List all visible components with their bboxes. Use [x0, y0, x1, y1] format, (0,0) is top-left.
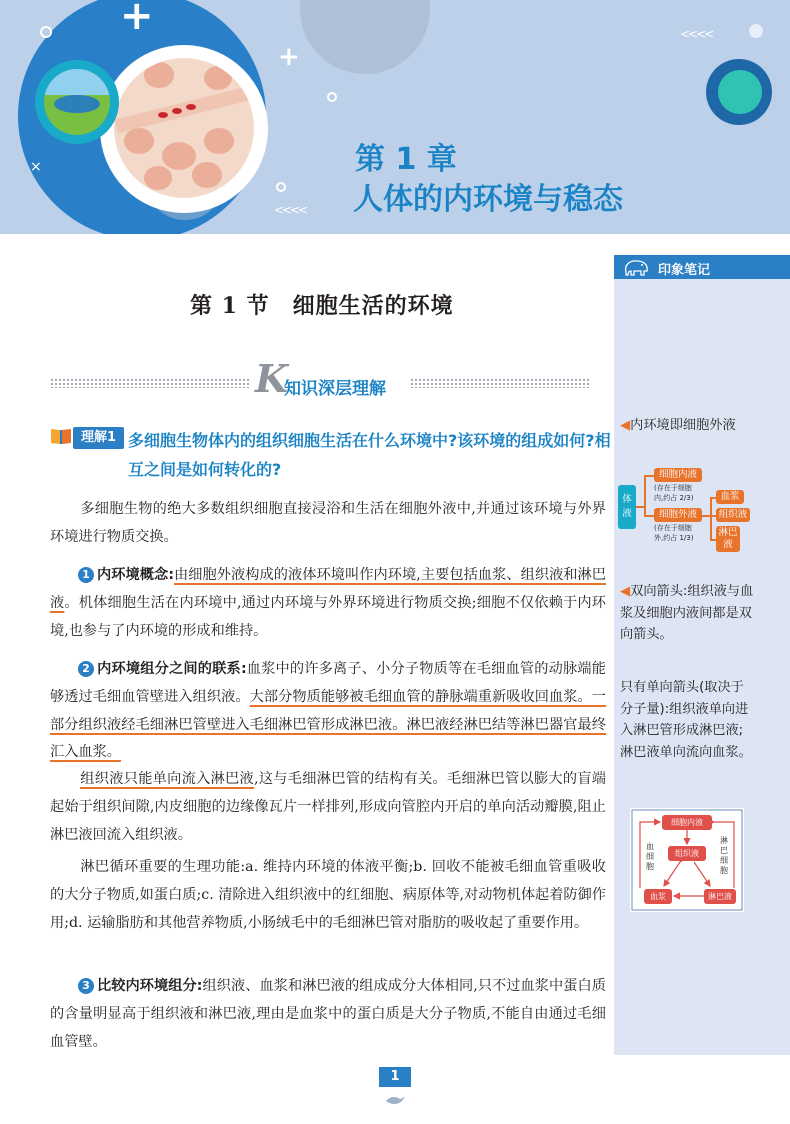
- keyword: 比较内环境组分: [97, 978, 197, 994]
- x-decor-icon: ×: [30, 159, 42, 175]
- decor-circle: [300, 0, 430, 74]
- cell-shape: [192, 162, 222, 188]
- pond-shape: [54, 95, 100, 113]
- question-badge: 理解1: [73, 427, 124, 449]
- section-title: 第 1 节 细胞生活的环境: [190, 293, 454, 319]
- cell-shape: [204, 66, 232, 90]
- compare-paragraph: 3 比较内环境组分:组织液、血浆和淋巴液的组成成分大体相同,只不过血浆中蛋白质的含量明显高于组织液和淋巴液,理由是血浆中的蛋白质是大分子物质,不能自由通过毛细血管壁。: [50, 978, 606, 1050]
- plasma-tag: 血浆: [716, 490, 744, 504]
- intracellular-tag: 细胞内液: [654, 468, 702, 482]
- cycle-right-label: 淋巴细胞: [720, 836, 728, 875]
- connector-line: [644, 515, 654, 517]
- connector-line: [644, 475, 646, 515]
- red-blood-cell-shape: [172, 108, 182, 114]
- k-letter-logo: K: [255, 356, 289, 401]
- cell-shape: [144, 62, 174, 88]
- cell-shape: [144, 166, 172, 190]
- keyword: 内环境概念: [97, 567, 169, 583]
- sidebar-title: 印象笔记: [658, 263, 711, 278]
- cycle-intracellular: 细胞内液: [662, 815, 712, 830]
- body-fluid-diagram: [618, 467, 768, 551]
- sky-shape: [44, 69, 110, 95]
- extracellular-note: 外,约占 1/3): [654, 534, 694, 542]
- intracellular-note: 内,约占 2/3): [654, 494, 694, 502]
- lymph-paragraph: 组织液只能单向流入淋巴液,这与毛细淋巴管的结构有关。毛细淋巴管以膨大的盲端起始于组织间隙,内皮细胞的边缘像瓦片一样排列,形成向管腔内开启的单向活动瓣膜,阻止淋巴液回流入组织液。: [50, 771, 606, 843]
- sidebar-note: 只有单向箭头(取决于分子量):组织液单向进入淋巴管形成淋巴液;淋巴液单向流向血浆。: [620, 680, 752, 760]
- number-badge: 3: [78, 978, 94, 994]
- bird-icon: [384, 1092, 406, 1106]
- number-badge: 1: [78, 567, 94, 583]
- vessel-shape: [115, 81, 254, 133]
- knowledge-bar-label: 知识深层理解: [284, 379, 386, 399]
- cell-shape: [162, 142, 196, 170]
- ring-decor-icon: [276, 182, 286, 192]
- connector-line: [636, 506, 644, 508]
- ring-decor-icon: [327, 92, 337, 102]
- knowledge-bar: [50, 356, 590, 401]
- cell-shape: [204, 128, 234, 154]
- sidebar-note: ◀内环境即细胞外液: [620, 418, 736, 433]
- underlined-text: 组织液只能单向流入淋巴液: [80, 771, 255, 787]
- chapter-title: 人体的内环境与稳态: [353, 182, 623, 217]
- elephant-icon: [622, 257, 652, 277]
- page-number: 1: [379, 1067, 411, 1087]
- extracellular-tag: 细胞外液: [654, 508, 702, 522]
- cell-shape: [124, 128, 154, 154]
- sidebar-note: ◀双向箭头:组织液与血浆及细胞内液间都是双向箭头。: [620, 584, 754, 642]
- dotted-rule: [50, 378, 250, 388]
- plus-decor-icon: +: [120, 0, 154, 39]
- keyword: 内环境组分之间的联系: [97, 661, 241, 677]
- intro-paragraph: 多细胞生物的绝大多数组织细胞直接浸浴和生活在细胞外液中,并通过该环境与外界环境进行物质交换。: [50, 501, 606, 545]
- plus-decor-icon: +: [278, 42, 300, 72]
- chapter-banner: [0, 0, 790, 234]
- decor-circle: [718, 70, 762, 114]
- fluid-cycle-diagram: [630, 808, 744, 912]
- tissue-fluid-tag: 组织液: [716, 508, 750, 522]
- number-badge: 2: [78, 661, 94, 677]
- connector-line: [702, 515, 710, 517]
- red-blood-cell-shape: [158, 112, 168, 118]
- triangle-left-icon: ◀: [620, 584, 631, 599]
- concept-paragraph: 1 内环境概念:由细胞外液构成的液体环境叫作内环境,主要包括血浆、组织液和淋巴液。机体细胞生活在内环境中,通过内环境与外界环境进行物质交换;细胞不仅依赖于内环境,也参与了内环境的形成和维持。: [50, 567, 606, 639]
- connector-line: [644, 475, 654, 477]
- cycle-tissue-fluid: 组织液: [668, 846, 706, 861]
- lymph-tag: 淋巴液: [716, 526, 740, 552]
- book-icon: [50, 427, 72, 445]
- relation-paragraph: 2 内环境组分之间的联系:血浆中的许多离子、小分子物质等在毛细血管的动脉端能够透过毛细血管壁进入组织液。大部分物质能够被毛细血管的静脉端重新吸收回血浆。一部分组织液经毛细淋巴管壁进入毛细淋巴管形成淋巴液。淋巴液经淋巴结等淋巴器官最终汇入血浆。: [50, 661, 606, 761]
- note-sidebar: [614, 255, 790, 1055]
- cycle-plasma: 血浆: [644, 889, 672, 904]
- chevrons-decor-icon: <<<<: [680, 27, 713, 41]
- cycle-left-label: 血细胞: [646, 842, 654, 871]
- red-blood-cell-shape: [186, 104, 196, 110]
- tissue-illustration: [114, 58, 254, 198]
- lymph-function-paragraph: 淋巴循环重要的生理功能:a. 维持内环境的体液平衡;b. 回收不能被毛细血管重吸收的大分子物质,如蛋白质;c. 清除进入组织液中的红细胞、病原体等,对动物机体起着防御作用;d. 运输脂肪和其他营养物质,小肠绒毛中的毛细淋巴管对脂肪的吸收起了重要作用。: [50, 859, 606, 931]
- sidebar-header: [614, 255, 790, 279]
- pond-illustration: [44, 69, 110, 135]
- connector-line: [710, 497, 712, 539]
- extracellular-note: (存在于细胞: [654, 524, 692, 532]
- chevrons-decor-icon: <<<<: [274, 203, 307, 217]
- dotted-rule: [410, 378, 590, 388]
- underlined-text: 由细胞外液构成的液体环境叫作内环境,主要包括血浆、组织液和淋巴液: [50, 567, 606, 611]
- triangle-left-icon: ◀: [620, 418, 631, 433]
- fluid-root-tag: 体液: [618, 485, 636, 529]
- question-text: 多细胞生物体内的组织细胞生活在什么环境中?该环境的组成如何?相互之间是如何转化的?: [128, 431, 611, 479]
- underlined-text: 大部分物质能够被毛细血管的静脉端重新吸收回血浆。一部分组织液经毛细淋巴管壁进入毛细淋巴管形成淋巴液。淋巴液经淋巴结等淋巴器官最终汇入血浆。: [50, 688, 606, 761]
- decor-circle: [749, 24, 763, 38]
- intracellular-note: (存在于细胞: [654, 484, 692, 492]
- chapter-number: 第 1 章: [355, 142, 457, 177]
- ring-decor-icon: [40, 26, 52, 38]
- cycle-lymph: 淋巴液: [704, 889, 736, 904]
